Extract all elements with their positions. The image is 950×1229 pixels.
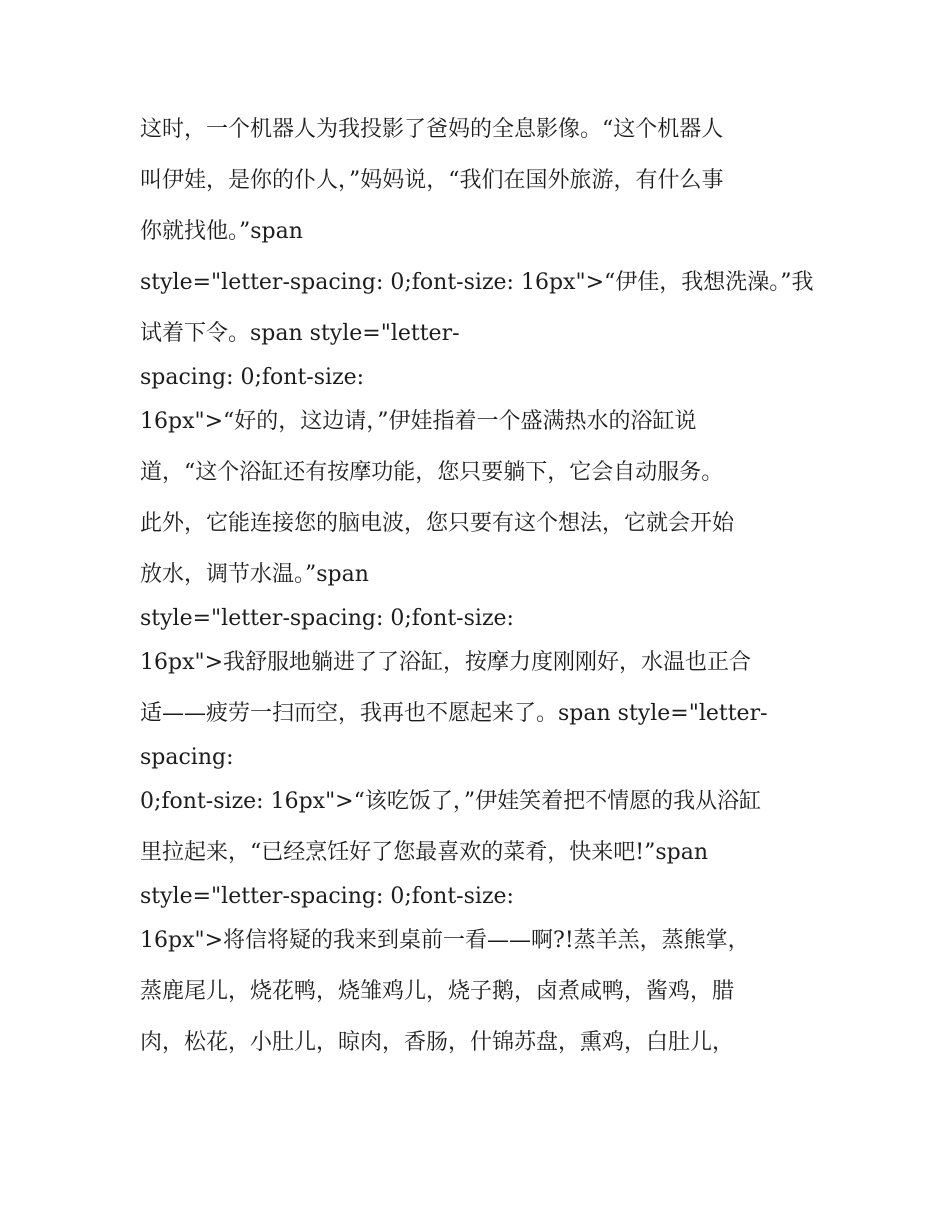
text-line: 试着下令。span style="letter- — [140, 321, 460, 346]
text-line: 适——疲劳一扫而空，我再也不愿起来了。span style="letter- — [140, 701, 768, 726]
text-line: 放水，调节水温。”span — [140, 562, 369, 587]
text-line: 叫伊娃，是你的仆人，”妈妈说，“我们在国外旅游，有什么事 — [140, 168, 724, 193]
text-line: 此外，它能连接您的脑电波，您只要有这个想法，它就会开始 — [140, 511, 735, 536]
text-line: 蒸鹿尾儿，烧花鸭，烧雏鸡儿，烧子鹅，卤煮咸鸭，酱鸡，腊 — [140, 979, 735, 1004]
text-line: 道，“这个浴缸还有按摩功能，您只要躺下，它会自动服务。 — [140, 460, 724, 485]
text-line: 里拉起来，“已经烹饪好了您最喜欢的菜肴，快来吧!”span — [140, 840, 708, 865]
text-line: 你就找他。”span — [140, 219, 303, 244]
text-line: 肉，松花，小肚儿，晾肉，香肠，什锦苏盘，熏鸡，白肚儿， — [140, 1030, 735, 1055]
text-line: style="letter-spacing: 0;font-size: 16px">“伊佳，我想洗澡。”我 — [140, 270, 814, 295]
text-line: spacing: 0;font-size: — [140, 365, 365, 390]
text-line: 16px">我舒服地躺进了了浴缸，按摩力度刚刚好，水温也正合 — [140, 650, 752, 675]
text-line: style="letter-spacing: 0;font-size: — [140, 884, 514, 909]
text-line: 16px">“好的，这边请，”伊娃指着一个盛满热水的浴缸说 — [140, 409, 697, 434]
text-line: 16px">将信将疑的我来到桌前一看——啊?!蒸羊羔，蒸熊掌， — [140, 928, 750, 953]
text-line: style="letter-spacing: 0;font-size: — [140, 606, 514, 631]
text-line: 0;font-size: 16px">“该吃饭了，”伊娃笑着把不情愿的我从浴缸 — [140, 789, 762, 814]
text-line: spacing: — [140, 745, 234, 770]
text-line: 这时，一个机器人为我投影了爸妈的全息影像。“这个机器人 — [140, 117, 724, 142]
body-text — [140, 108, 820, 1072]
